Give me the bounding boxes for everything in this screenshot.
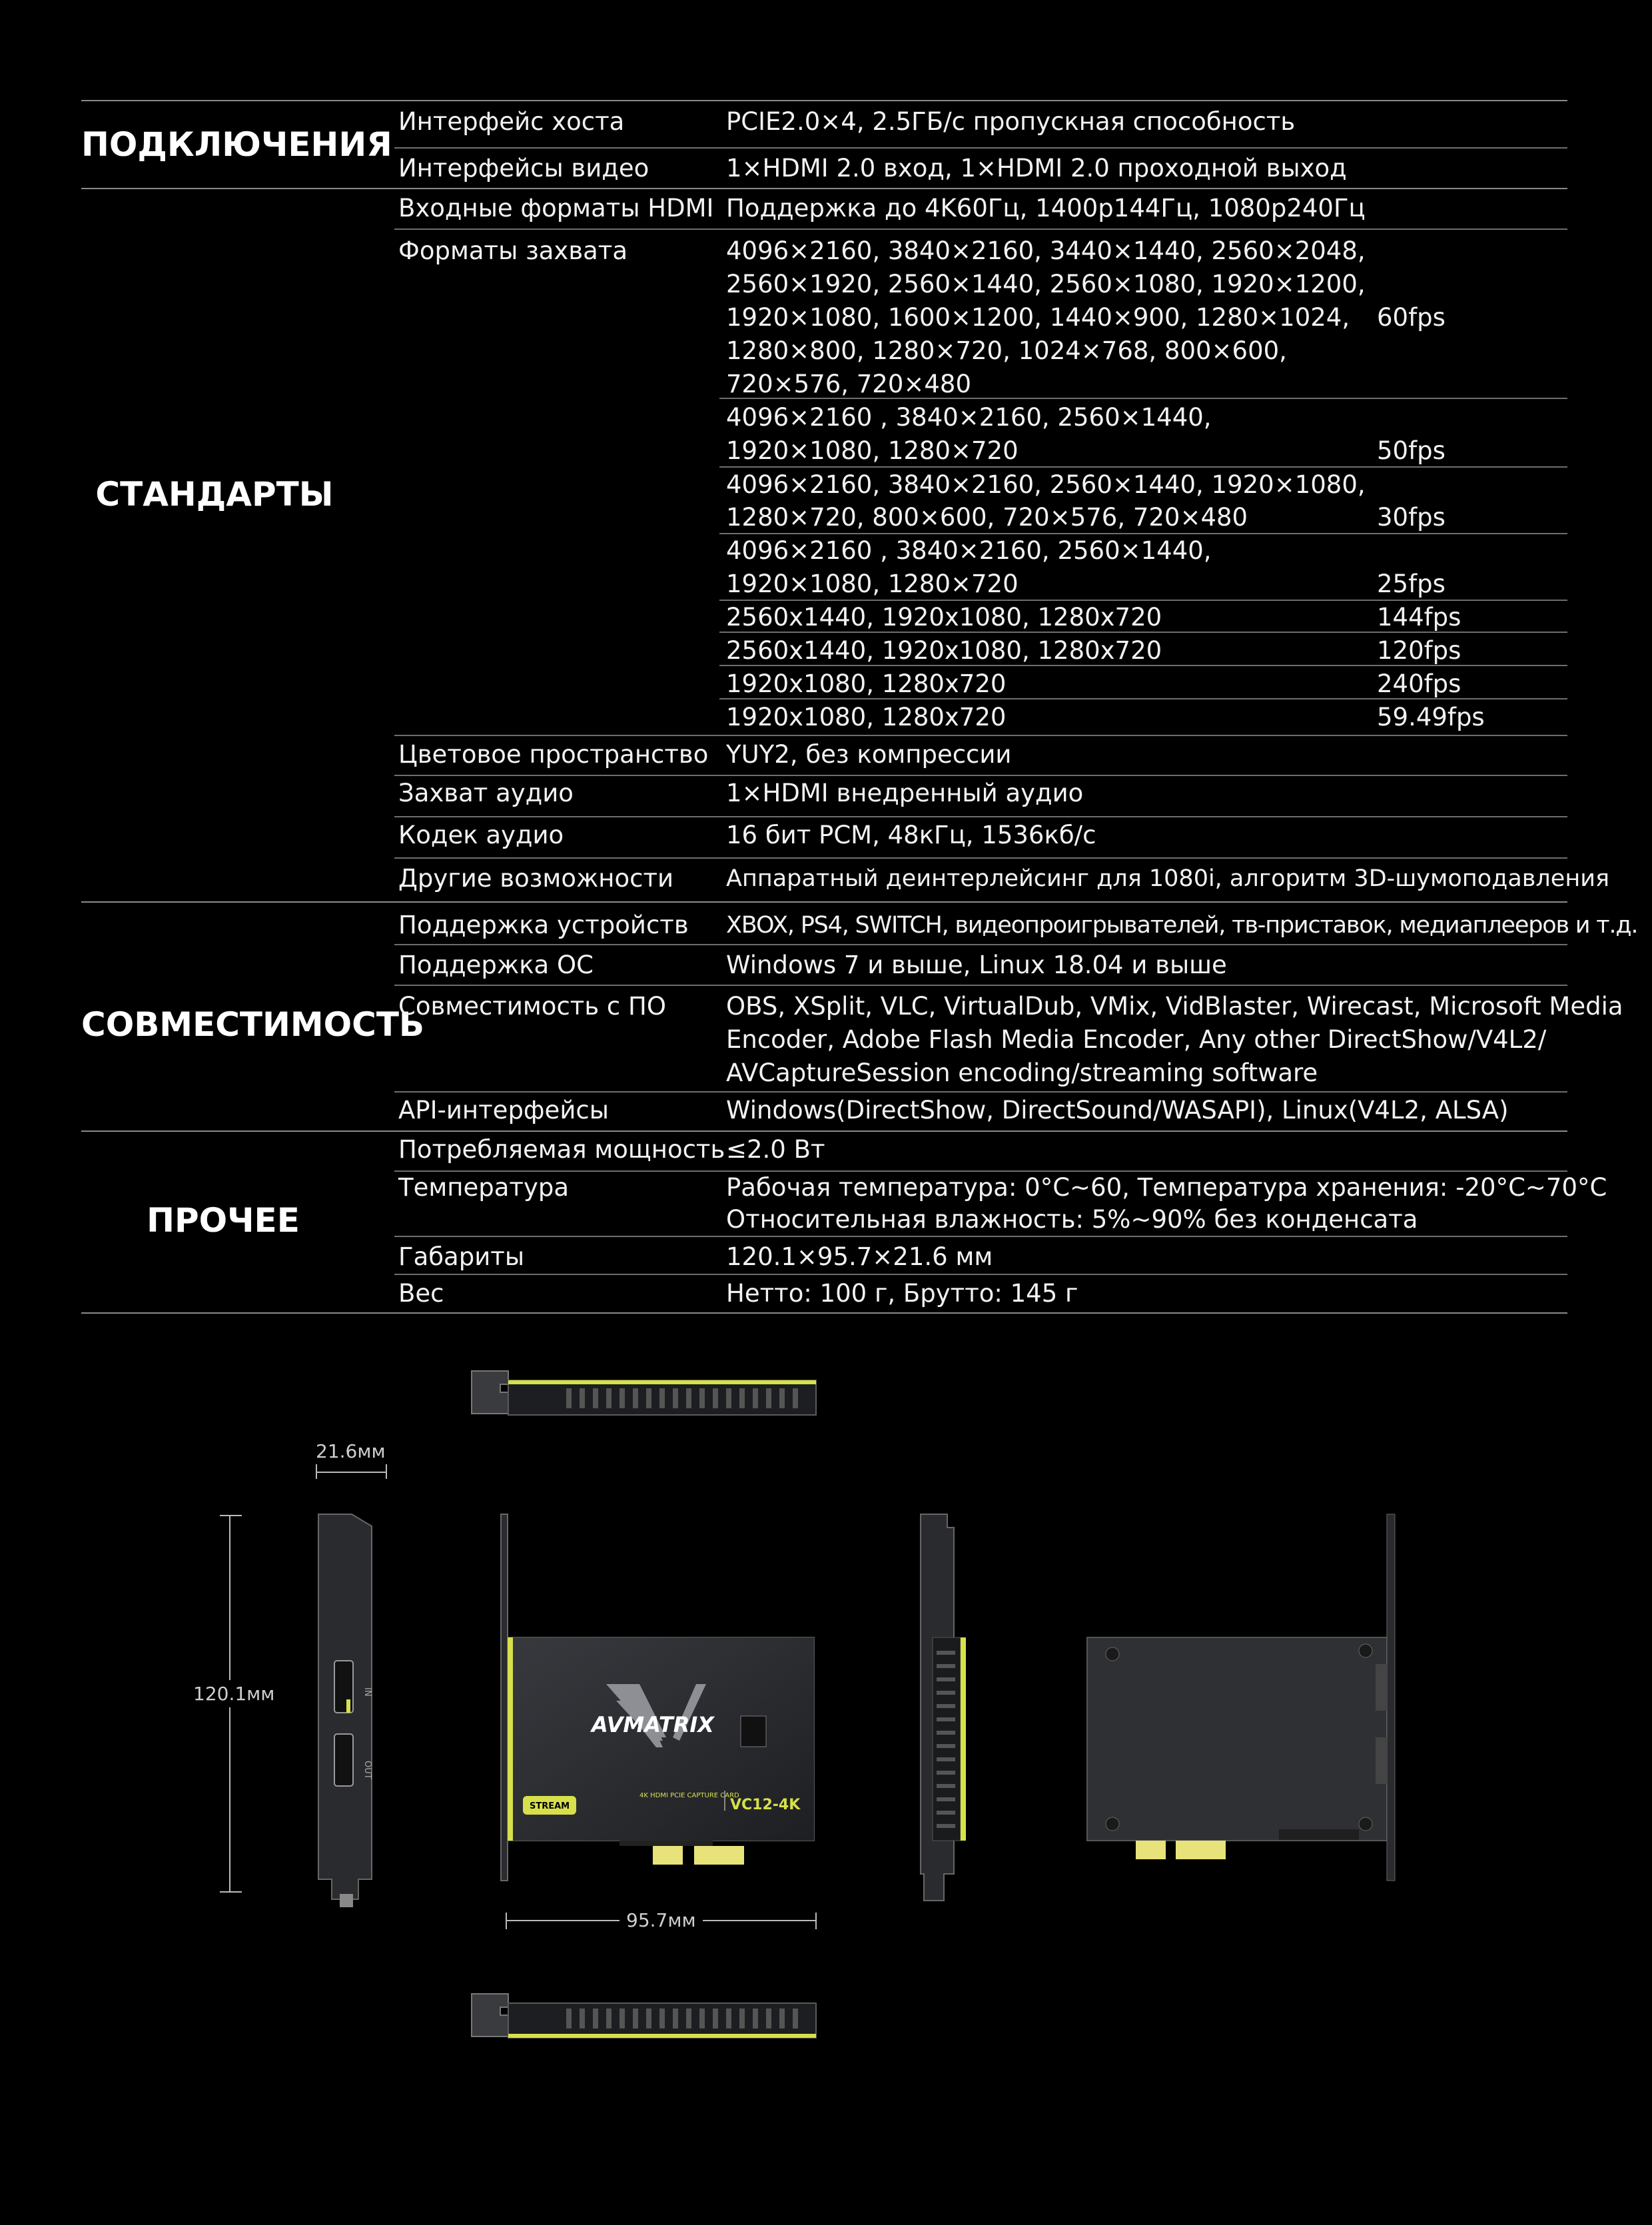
row-value: XBOX, PS4, SWITCH, видеопроигрывателей, тв-приставок, медиаплееров и т.д. [726,912,1638,939]
capture-format-line: 1920×1080, 1600×1200, 1440×900, 1280×1024, [726,303,1350,332]
row-label: Потребляемая мощность [398,1135,725,1164]
row-value: Windows 7 и выше, Linux 18.04 и выше [726,951,1227,979]
row-value: YUY2, без компрессии [726,740,1012,769]
capture-format-line: 2560x1440, 1920x1080, 1280x720 [726,636,1162,665]
capture-fps: 59.49fps [1377,703,1485,731]
row-divider [394,1274,1567,1275]
capture-fps: 60fps [1377,303,1446,332]
row-divider [394,985,1567,986]
capture-format-line: 1280×800, 1280×720, 1024×768, 800×600, [726,336,1287,365]
card-back-view [1079,1511,1452,1897]
row-divider [394,735,1567,736]
card-side-view [313,1511,393,1904]
row-label: Форматы захвата [398,236,628,265]
table-bottom-rule [81,1312,1567,1314]
section-divider [81,188,1567,189]
row-label: Интерфейсы видео [398,154,649,183]
row-label: Входные форматы HDMI [398,194,714,222]
row-label: Габариты [398,1242,525,1271]
row-value-line: Относительная влажность: 5%~90% без конденсата [726,1205,1418,1234]
capture-format-line: 1920×1080, 1280×720 [726,570,1019,598]
capture-format-line: 2560x1440, 1920x1080, 1280x720 [726,603,1162,632]
capture-format-line: 4096×2160, 3840×2160, 2560×1440, 1920×1080, [726,470,1366,499]
capture-fps: 25fps [1377,570,1446,598]
category-standards: СТАНДАРТЫ [95,475,334,514]
row-value: 16 бит PCM, 48кГц, 1536кб/с [726,821,1096,849]
row-value: Нетто: 100 г, Брутто: 145 г [726,1279,1078,1308]
row-divider [394,228,1567,230]
category-connections: ПОДКЛЮЧЕНИЯ [81,125,392,164]
capture-fps: 240fps [1377,669,1461,698]
model-label: VC12-4K [730,1797,801,1813]
height-label: 120.1мм [192,1680,276,1707]
section-divider [81,901,1567,903]
capture-fps: 120fps [1377,636,1461,665]
capture-fps: 30fps [1377,503,1446,532]
row-label: Интерфейс хоста [398,107,625,136]
card-bottom-view [466,1989,826,2055]
row-value-line: Encoder, Adobe Flash Media Encoder, Any other DirectShow/V4L2/ [726,1025,1547,1054]
row-label: Захват аудио [398,779,574,807]
capture-format-line: 2560×1920, 2560×1440, 2560×1080, 1920×1200, [726,270,1366,298]
thickness-label: 21.6мм [316,1440,386,1462]
width-label: 95.7мм [620,1909,703,1931]
capture-format-line: 1920×1080, 1280×720 [726,436,1019,465]
brand-logo: AVMATRIX [592,1712,714,1737]
row-value: Поддержка до 4K60Гц, 1400p144Гц, 1080p240Гц [726,194,1366,222]
row-value: 1×HDMI внедренный аудио [726,779,1084,807]
row-label: Совместимость с ПО [398,992,666,1021]
capture-fps: 50fps [1377,436,1446,465]
capture-format-line: 1920x1080, 1280x720 [726,703,1007,731]
row-label: API-интерфейсы [398,1096,609,1124]
capture-format-line: 4096×2160, 3840×2160, 3440×1440, 2560×2048, [726,236,1366,265]
card-top-view [466,1366,826,1432]
capture-format-line: 1920x1080, 1280x720 [726,669,1007,698]
row-label: Поддержка ОС [398,951,594,979]
row-value: 1×HDMI 2.0 вход, 1×HDMI 2.0 проходной выход [726,154,1347,183]
capture-format-line: 4096×2160 , 3840×2160, 2560×1440, [726,536,1212,565]
row-label: Цветовое пространство [398,740,709,769]
row-value: PCIE2.0×4, 2.5ГБ/с пропускная способность [726,107,1296,136]
card-side-view-heatsink [913,1511,979,1904]
row-label: Вес [398,1279,444,1308]
row-label: Другие возможности [398,864,674,893]
row-value-line: AVCaptureSession encoding/streaming software [726,1059,1318,1087]
capture-format-line: 1280×720, 800×600, 720×576, 720×480 [726,503,1248,532]
hdmi-out-port [334,1734,353,1786]
table-top-rule [81,100,1567,101]
capture-format-line: 720×576, 720×480 [726,370,972,398]
row-value: 120.1×95.7×21.6 мм [726,1242,993,1271]
card-front-view [466,1511,839,1897]
category-other: ПРОЧЕЕ [147,1201,300,1240]
row-divider [394,816,1567,817]
row-label: Поддержка устройств [398,911,689,939]
port-out-label: OUT [362,1761,372,1779]
row-value: ≤2.0 Вт [726,1135,825,1164]
capture-fps: 144fps [1377,603,1461,632]
capture-format-line: 4096×2160 , 3840×2160, 2560×1440, [726,403,1212,432]
row-divider [394,1091,1567,1093]
row-value: Аппаратный деинтерлейсинг для 1080i, алгоритм 3D-шумоподавления [726,865,1610,892]
port-in-label: IN [362,1687,372,1697]
svg-text:STREAM: STREAM [530,1801,570,1811]
row-divider [394,147,1567,149]
row-value-line: Рабочая температура: 0°C~60, Температура хранения: -20°C~70°C [726,1173,1607,1202]
row-divider [394,857,1567,859]
card-subtitle: 4K HDMI PCIE CAPTURE CARD [639,1792,739,1799]
row-label: Кодек аудио [398,821,564,849]
row-value-line: OBS, XSplit, VLC, VirtualDub, VMix, VidBlaster, Wirecast, Microsoft Media [726,992,1623,1021]
row-value: Windows(DirectShow, DirectSound/WASAPI), Linux(V4L2, ALSA) [726,1096,1509,1124]
row-divider [394,944,1567,945]
row-label: Температура [398,1173,570,1202]
category-compatibility: СОВМЕСТИМОСТЬ [81,1005,425,1044]
row-divider [394,775,1567,776]
section-divider [81,1130,1567,1132]
